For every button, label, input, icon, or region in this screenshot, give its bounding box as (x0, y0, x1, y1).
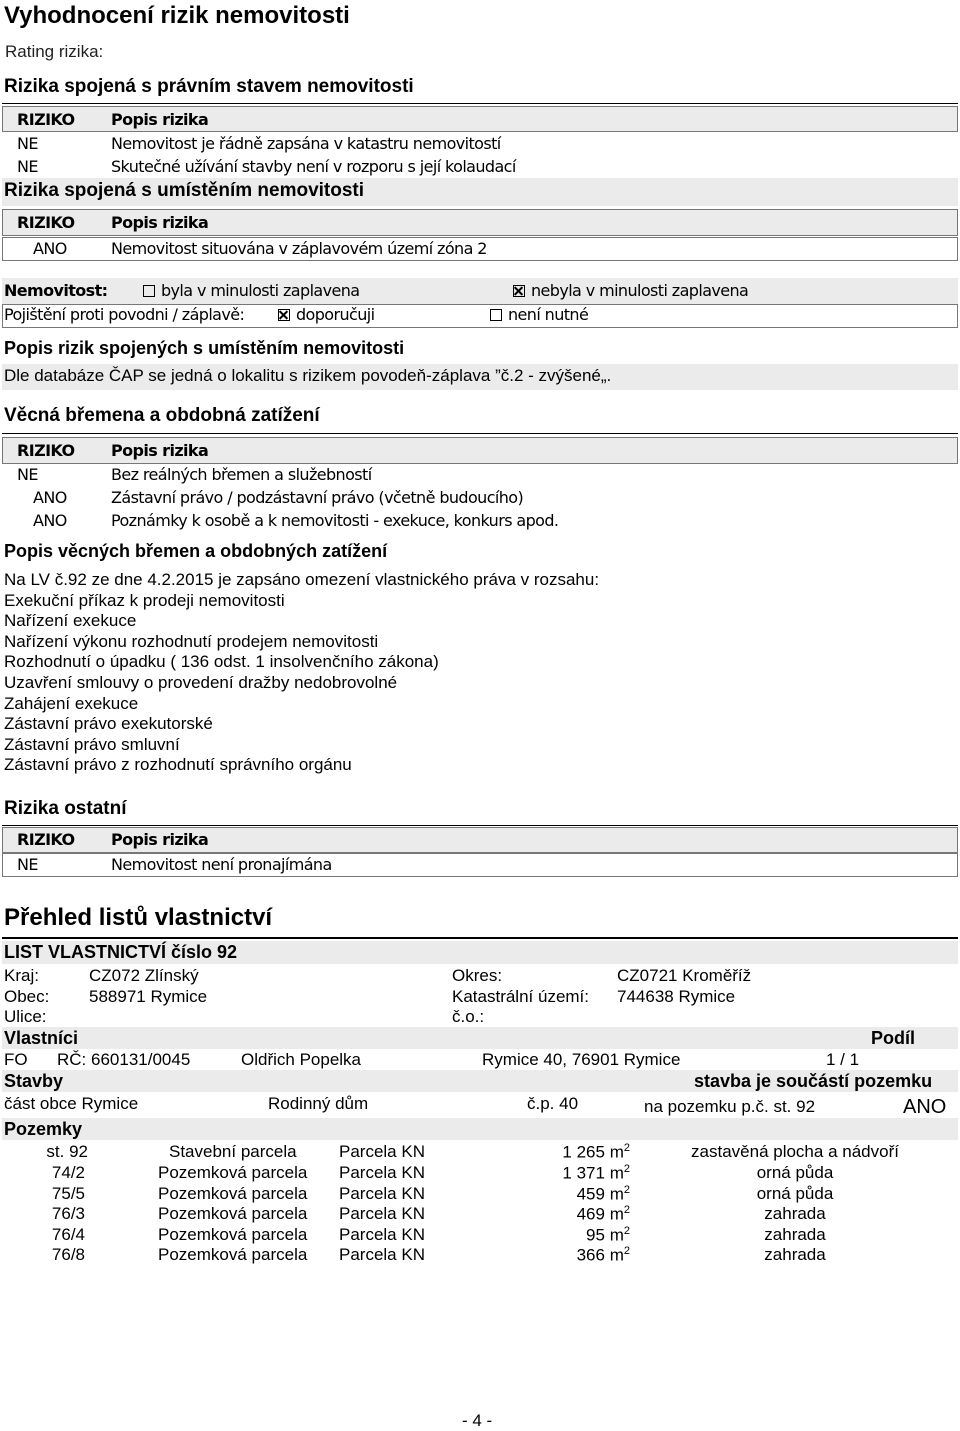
easement-col-desc: Popis rizika (111, 441, 209, 460)
legal-row-desc: Skutečné užívání stavby není v rozporu s její kolaudací (111, 157, 516, 176)
easement-row-risk: ANO (33, 488, 67, 507)
easement-col-risk: RIZIKO (17, 441, 75, 460)
legal-col-risk: RIZIKO (17, 110, 75, 129)
parcel-type: Pozemková parcela (158, 1163, 308, 1182)
owner-rc: RČ: 660131/0045 (57, 1050, 191, 1069)
location-desc-text: Dle databáze ČAP se jedná o lokalitu s rizikem povodeň-záplava ”č.2 - zvýšené„. (4, 366, 612, 385)
legal-row-risk: NE (17, 134, 38, 153)
obec-value: 588971 Rymice (89, 987, 208, 1006)
building-type: Rodinný dům (268, 1094, 369, 1113)
easement-line: Nařízení exekuce (4, 611, 137, 630)
other-section-title: Rizika ostatní (4, 798, 127, 819)
easement-section-title: Věcná břemena a obdobná zatížení (4, 405, 320, 426)
easement-rule (2, 433, 958, 434)
easement-row-desc: Bez reálných břemen a služebností (111, 465, 372, 484)
parcels-band (2, 1118, 958, 1140)
parcel-kind: Parcela KN (339, 1142, 425, 1161)
parcel-area: 1 265 $m^2$ (562, 1142, 630, 1162)
parcel-area: 469 $m^2$ (576, 1204, 630, 1224)
legal-section-title: Rizika spojená s právním stavem nemovitosti (4, 76, 414, 97)
other-row-risk: NE (17, 855, 38, 874)
owner-type: FO (4, 1050, 28, 1069)
parcel-area: 459 $m^2$ (576, 1184, 630, 1204)
building-flag: ANO (903, 1096, 947, 1118)
parcel-use: orná půda (756, 1184, 834, 1203)
ulice-label: Ulice: (4, 1007, 47, 1026)
parcel-use: zastavěná plocha a nádvoří (691, 1142, 899, 1161)
easement-line: Zástavní právo exekutorské (4, 714, 213, 733)
owner-share: 1 / 1 (826, 1050, 860, 1069)
location-section-title: Rizika spojená s umístěním nemovitosti (4, 180, 365, 201)
parcel-no: 75/5 (51, 1184, 85, 1203)
ku-value: 744638 Rymice (617, 987, 736, 1006)
co-label: č.o.: (452, 1007, 485, 1026)
easement-line: Uzavření smlouvy o provedení dražby nedobrovolné (4, 673, 398, 692)
easement-row-desc: Poznámky k osobě a k nemovitosti - exekuce, konkurs apod. (111, 511, 559, 530)
parcel-no: 74/2 (51, 1163, 85, 1182)
parcel-kind: Parcela KN (339, 1225, 425, 1244)
parcel-type: Pozemková parcela (158, 1184, 308, 1203)
page-number: - 4 - (462, 1411, 493, 1430)
okres-label: Okres: (452, 966, 503, 985)
insurance-label: Pojištění proti povodni / záplavě: (4, 305, 245, 324)
share-title: Podíl (871, 1028, 915, 1048)
building-part: část obce Rymice (4, 1094, 139, 1113)
owners-band (2, 1027, 958, 1049)
easement-line: Zástavní právo smluvní (4, 735, 180, 754)
easement-row-desc: Zástavní právo / podzástavní právo (včetně budoucího) (111, 488, 524, 507)
parcel-kind: Parcela KN (339, 1184, 425, 1203)
rating-label: Rating rizika: (5, 42, 104, 61)
parcels-title: Pozemky (4, 1119, 83, 1139)
parcel-use: orná půda (756, 1163, 834, 1182)
other-row-desc: Nemovitost není pronajímána (111, 855, 332, 874)
checkbox-checked-icon[interactable] (513, 285, 525, 297)
parcel-type: Stavební parcela (169, 1142, 297, 1161)
parcel-kind: Parcela KN (339, 1204, 425, 1223)
lv-rule (2, 937, 958, 939)
legal-col-desc: Popis rizika (111, 110, 209, 129)
parcel-no: st. 92 (46, 1142, 88, 1161)
parcel-use: zahrada (764, 1245, 826, 1264)
property-label: Nemovitost: (4, 281, 108, 300)
location-row-desc: Nemovitost situována v záplavovém území zóna 2 (111, 239, 487, 258)
easement-line: Na LV č.92 ze dne 4.2.2015 je zapsáno omezení vlastnického práva v rozsahu: (4, 570, 600, 589)
kraj-label: Kraj: (4, 966, 39, 985)
parcel-no: 76/3 (51, 1204, 85, 1223)
easement-desc-title: Popis věcných břemen a obdobných zatížení (4, 541, 388, 561)
building-parcel: na pozemku p.č. st. 92 (644, 1097, 816, 1116)
parcel-no: 76/8 (51, 1245, 85, 1264)
buildings-note: stavba je součástí pozemku (694, 1071, 933, 1091)
parcel-area: 95 $m^2$ (586, 1225, 630, 1245)
other-col-risk: RIZIKO (17, 830, 75, 849)
lv-section-title: Přehled listů vlastnictví (4, 904, 273, 931)
easement-line: Rozhodnutí o úpadku ( 136 odst. 1 insolvenčního zákona) (4, 652, 439, 671)
parcel-use: zahrada (764, 1204, 826, 1223)
other-rule (2, 825, 958, 826)
parcel-type: Pozemková parcela (158, 1245, 308, 1264)
parcel-use: zahrada (764, 1225, 826, 1244)
location-desc-title: Popis rizik spojených s umístěním nemovitosti (4, 338, 405, 358)
buildings-title: Stavby (4, 1071, 64, 1091)
location-col-desc: Popis rizika (111, 213, 209, 232)
page-title: Vyhodnocení rizik nemovitosti (4, 2, 350, 29)
location-row-risk: ANO (33, 239, 67, 258)
parcel-kind: Parcela KN (339, 1163, 425, 1182)
parcel-kind: Parcela KN (339, 1245, 425, 1264)
legal-rule (2, 103, 958, 104)
other-col-desc: Popis rizika (111, 830, 209, 849)
parcel-type: Pozemková parcela (158, 1204, 308, 1223)
owner-address: Rymice 40, 76901 Rymice (482, 1050, 681, 1069)
legal-row-desc: Nemovitost je řádně zapsána v katastru nemovitostí (111, 134, 501, 153)
option-not-needed[interactable]: není nutné (490, 305, 588, 324)
checkbox-unchecked-icon[interactable] (143, 285, 155, 297)
checkbox-unchecked-icon[interactable] (490, 309, 502, 321)
lv-title: LIST VLASTNICTVÍ číslo 92 (4, 942, 238, 962)
option-was-flooded[interactable]: byla v minulosti zaplavena (143, 281, 359, 300)
owners-title: Vlastníci (4, 1028, 79, 1048)
checkbox-checked-icon[interactable] (278, 309, 290, 321)
easement-line: Nařízení výkonu rozhodnutí prodejem nemovitosti (4, 632, 379, 651)
owner-name: Oldřich Popelka (241, 1050, 362, 1069)
easement-row-risk: NE (17, 465, 38, 484)
parcel-no: 76/4 (51, 1225, 85, 1244)
parcel-area: 366 $m^2$ (576, 1245, 630, 1265)
legal-row-risk: NE (17, 157, 38, 176)
obec-label: Obec: (4, 987, 50, 1006)
option-was-not-flooded[interactable]: nebyla v minulosti zaplavena (513, 281, 748, 300)
easement-row-risk: ANO (33, 511, 67, 530)
easement-line: Exekuční příkaz k prodeji nemovitosti (4, 591, 285, 610)
parcel-type: Pozemková parcela (158, 1225, 308, 1244)
easement-line: Zástavní právo z rozhodnutí správního orgánu (4, 755, 352, 774)
ku-label: Katastrální území: (452, 987, 590, 1006)
building-cp: č.p. 40 (527, 1094, 579, 1113)
kraj-value: CZ072 Zlínský (89, 966, 199, 985)
option-recommend[interactable]: doporučuji (278, 305, 374, 324)
okres-value: CZ0721 Kroměříž (617, 966, 752, 985)
easement-line: Zahájení exekuce (4, 694, 139, 713)
location-col-risk: RIZIKO (17, 213, 75, 232)
parcel-area: 1 371 $m^2$ (562, 1163, 630, 1183)
